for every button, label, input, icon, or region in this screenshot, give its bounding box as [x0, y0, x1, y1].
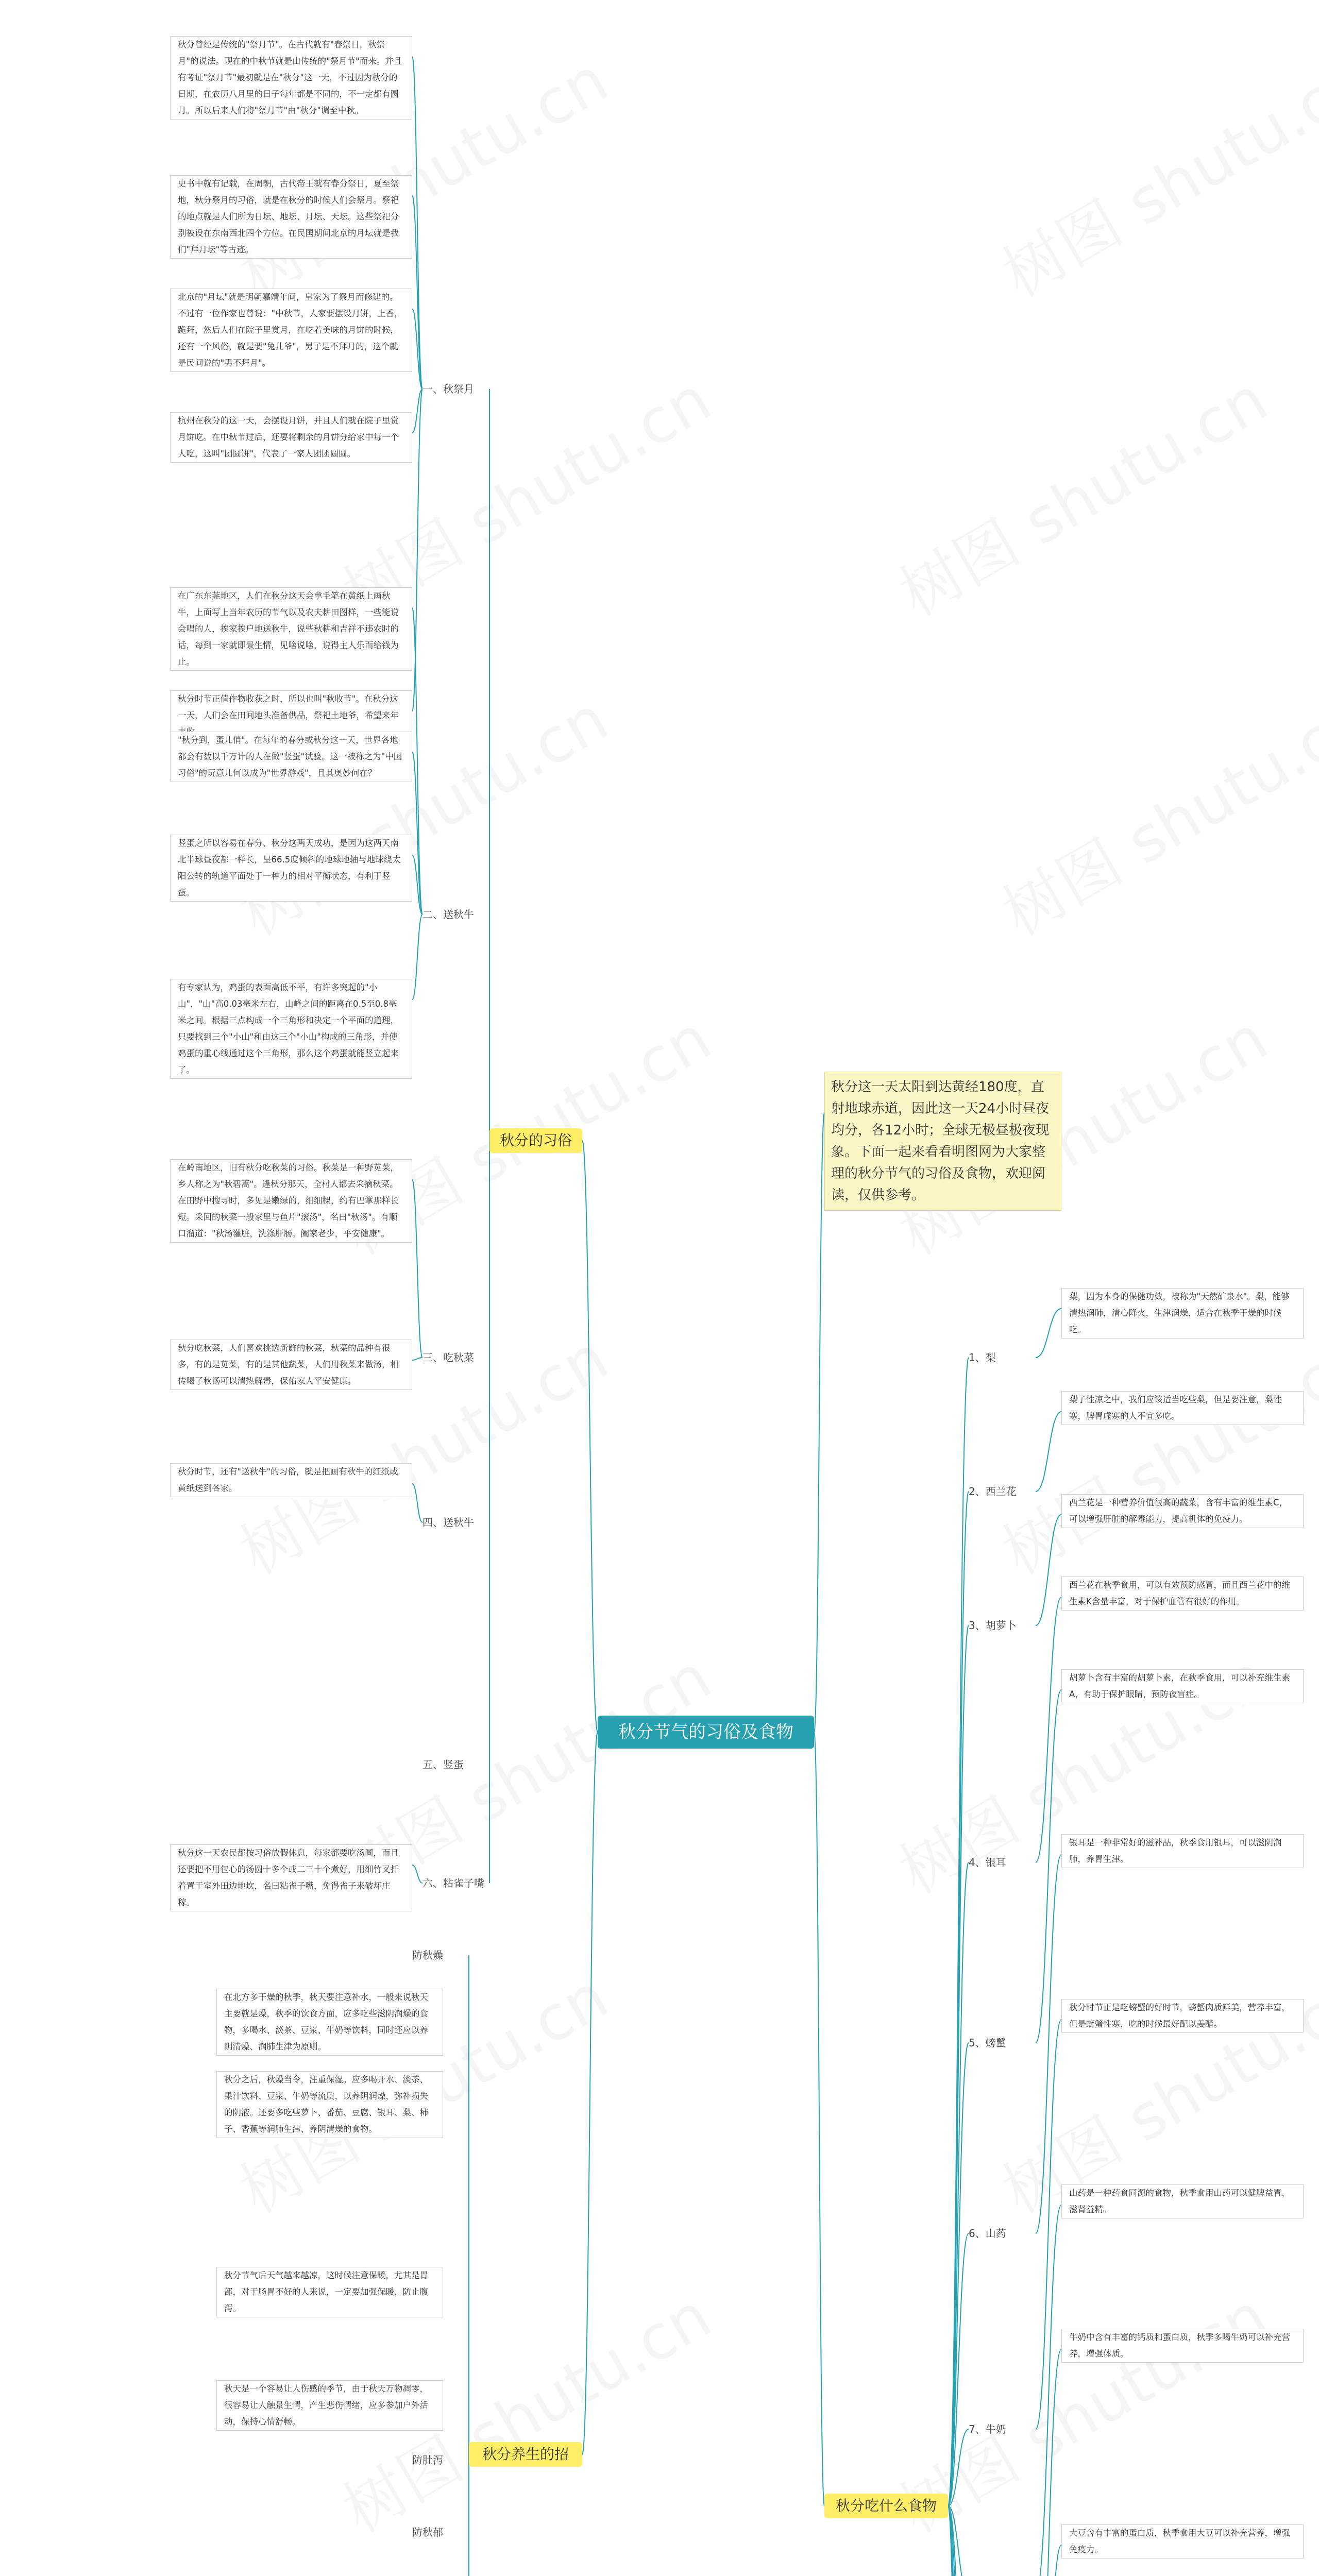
food-note: 牛奶中含有丰富的钙质和蛋白质，秋季多喝牛奶可以补充营养，增强体质。	[1061, 2329, 1304, 2363]
custom-note: "秋分到，蛋儿俏"。在每年的春分或秋分这一天，世界各地都会有数以千万计的人在做"竖蛋"试验。这一被称之为"中国习俗"的玩意儿何以成为"世界游戏"，且其奥妙何在？	[170, 732, 412, 782]
branch-health[interactable]: 秋分养生的招	[469, 2442, 582, 2467]
branch-customs[interactable]: 秋分的习俗	[489, 1128, 582, 1153]
connector	[412, 1865, 422, 1883]
health-sub-0[interactable]: 防秋燥	[412, 1949, 443, 1961]
connector	[1036, 1855, 1061, 2233]
food-note: 西兰花在秋季食用，可以有效预防感冒，而且西兰花中的维生素K含量丰富，对于保护血管有很好的作用。	[1061, 1577, 1304, 1611]
connector	[1036, 1412, 1061, 1492]
custom-note: 秋分曾经是传统的"祭月节"。在古代就有"春祭日，秋祭月"的说法。现在的中秋节就是由传统的"祭月节"而来。并且有考证"祭月节"最初就是在"秋分"这一天，不过因为秋分的日期，在农历八月里的日子每年都是不同的，不一定都有圆月。所以后来人们将"祭月节"由"秋分"调至中秋。	[170, 36, 412, 120]
custom-sub-3[interactable]: 四、送秋牛	[422, 1516, 474, 1529]
food-sub-5[interactable]: 6、山药	[969, 2227, 1006, 2240]
connector	[412, 1484, 422, 1522]
connector	[1036, 2020, 1061, 2429]
food-sub-4[interactable]: 5、螃蟹	[969, 2037, 1006, 2049]
custom-note: 秋分吃秋菜，人们喜欢挑选新鲜的秋菜，秋菜的品种有很多，有的是苋菜，有的是其他蔬菜，人们用秋菜来做汤，相传喝了秋汤可以清热解毒，保佑家人平安健康。	[170, 1340, 412, 1390]
custom-note: 秋分时节正值作物收获之时，所以也叫"秋收节"。在秋分这一天，人们会在田间地头准备供品，祭祀土地爷，希望来年	[170, 690, 412, 741]
connector	[412, 389, 422, 711]
custom-sub-4[interactable]: 五、竖蛋	[422, 1758, 464, 1771]
health-note: 在北方多干燥的秋季，秋天要注意补水，一般来说秋天主要就是燥，秋季的饮食方面，应多吃些滋阴润燥的食物，多喝水、淡茶、豆浆、牛奶等饮料，同时还应以养阴清燥、润肺生津为原则。	[216, 1989, 443, 2056]
connector	[582, 1141, 598, 1732]
custom-note: 北京的"月坛"就是明朝嘉靖年间，皇家为了祭月而修建的。不过有一位作家也曾说："中秋节，人家要摆设月饼，上香，跪拜，然后人们在院子里赏月，在吃着美味的月饼的时候，还有一个风俗，就是要"兔儿爷"，男子是不拜月的，这个就是民间说的"男不拜月"。	[170, 289, 412, 372]
custom-sub-0[interactable]: 一、秋祭月	[422, 383, 474, 395]
custom-note: 秋分这一天农民都按习俗放假休息，每家都要吃汤圆，而且还要把不用包心的汤圆十多个或二三十个煮好，用细竹叉扦着置于室外田边地坎，名曰粘雀子嘴，免得雀子来破坏庄稼。	[170, 1844, 412, 1911]
custom-note: 有专家认为，鸡蛋的表面高低不平，有许多突起的"小山"，"山"高0.03毫米左右，山峰之间的距离在0.5至0.8毫米之间。根据三点构成一个三角形和决定一个平面的道理，只要找到三个"小山"和由这三个"小山"构成的三角形，并使鸡蛋的重心线通过这个三角形，那么这个鸡蛋就能竖立起来了。	[170, 979, 412, 1079]
connector	[582, 1732, 598, 2454]
connector	[814, 1732, 824, 2506]
connector	[1036, 1597, 1061, 1862]
custom-note: 杭州在秋分的这一天，会摆设月饼，并且人们就在院子里赏月饼吃。在中秋节过后，还要将剩余的月饼分给家中每一个人吃，这叫"团圆饼"，代表了一家人团团圆圆。	[170, 412, 412, 463]
branch-food[interactable]: 秋分吃什么食物	[824, 2494, 948, 2518]
lead-note: 秋分这一天太阳到达黄经180度，直射地球赤道，因此这一天24小时昼夜均分，各12小时；全球无极昼极夜现象。下面一起来看看明图网为大家整理的秋分节气的习俗及食物，欢迎阅读，仅供参考。	[824, 1072, 1061, 1211]
connector	[948, 2043, 969, 2506]
food-note: 梨子性凉之中，我们应该适当吃些梨，但是要注意，梨性寒，脾胃虚寒的人不宜多吃。	[1061, 1391, 1304, 1425]
food-sub-1[interactable]: 2、西兰花	[969, 1485, 1017, 1498]
custom-note: 史书中就有记载，在周朝，古代帝王就有春分祭日，夏至祭地，秋分祭月的习俗，就是在秋分的时候人们会祭月。祭祀的地点就是人们所为日坛、地坛、月坛、天坛。这些祭祀分别被设在东南西北四个方位。在民国期间北京的月坛就是我们"拜月坛"等古迹。	[170, 175, 412, 259]
connector	[814, 1113, 824, 1732]
connector	[412, 1358, 422, 1360]
health-note: 秋天是一个容易让人伤感的季节，由于秋天万物凋零，很容易让人触景生情，产生悲伤情绪，应多参加户外活动，保持心情舒畅。	[216, 2380, 443, 2431]
health-sub-2[interactable]: 防秋郁	[412, 2526, 443, 2538]
connector	[948, 1492, 969, 2506]
health-note: 秋分之后，秋燥当令，注重保湿。应多喝开水、淡茶、果汁饮料、豆浆、牛奶等流质，以养阴润燥，弥补损失的阴液。还要多吃些萝卜、番茄、豆腐、银耳、梨、柿子、香蕉等润肺生津、养阴清燥的食物。	[216, 2071, 443, 2138]
food-note: 银耳是一种非常好的滋补品，秋季食用银耳，可以滋阴润肺，养胃生津。	[1061, 1834, 1304, 1868]
custom-sub-5[interactable]: 六、粘雀子嘴	[422, 1877, 484, 1889]
custom-note: 在广东东莞地区，人们在秋分这天会拿毛笔在黄纸上画秋牛，上面写上当年农历的节气以及农夫耕田图样，一些能说会唱的人，挨家挨户地送秋牛，说些秋耕和吉祥不违农时的话，每到一家就即景生情，见啥说啥，说得主人乐而给钱为止。	[170, 587, 412, 671]
food-note: 西兰花是一种营养价值很高的蔬菜，含有丰富的维生素C，可以增强肝脏的解毒能力，提高机体的免疫力。	[1061, 1494, 1304, 1528]
custom-note: 竖蛋之所以容易在春分、秋分这两天成功，是因为这两天南北半球昼夜都一样长，呈66.5度倾斜的地球地轴与地球绕太阳公转的轨道平面处于一种力的相对平衡状态，有利于竖蛋。	[170, 835, 412, 902]
connector	[412, 57, 422, 389]
food-note: 胡萝卜含有丰富的胡萝卜素，在秋季食用，可以补充维生素A，有助于保护眼睛，预防夜盲症。	[1061, 1669, 1304, 1703]
connector	[1036, 2349, 1061, 2576]
food-sub-0[interactable]: 1、梨	[969, 1351, 996, 1364]
connector	[1036, 2205, 1061, 2576]
custom-note: 在岭南地区，旧有秋分吃秋菜的习俗。秋菜是一种野苋菜，乡人称之为"秋碧蒿"。逢秋分那天，全村人都去采摘秋菜。在田野中搜寻时，多见是嫩绿的，细细棵，约有巴掌那样长短。采回的秋菜一般家里与鱼片"滚汤"，名曰"秋汤"。有顺口溜道："秋汤灌脏，洗涤肝肠。阖家老少，平安健康"。	[170, 1159, 412, 1243]
food-note: 大豆含有丰富的蛋白质，秋季食用大豆可以补充营养，增强免疫力。	[1061, 2524, 1304, 2558]
food-note: 梨，因为本身的保健功效，被称为"天然矿泉水"。梨，能够清热润肺，清心降火，生津润燥，适合在秋季干燥的时候吃。	[1061, 1288, 1304, 1338]
custom-sub-1[interactable]: 二、送秋牛	[422, 908, 474, 921]
connector	[412, 1180, 422, 1358]
custom-sub-2[interactable]: 三、吃秋菜	[422, 1351, 474, 1364]
connector	[412, 914, 422, 999]
health-note: 秋分节气后天气越来越凉，这时候注意保暖，尤其是胃部，对于肠胃不好的人来说，一定要加强保暖，防止腹泻。	[216, 2267, 443, 2317]
food-note: 秋分时节正是吃螃蟹的好时节，螃蟹肉质鲜美，营养丰富，但是螃蟹性寒，吃的时候最好配以姜醋。	[1061, 1999, 1304, 2033]
connector	[1036, 1309, 1061, 1358]
food-sub-6[interactable]: 7、牛奶	[969, 2423, 1006, 2435]
custom-note: 秋分时节，还有"送秋牛"的习俗，就是把画有秋牛的红纸或黄纸送到各家。	[170, 1463, 412, 1497]
food-sub-2[interactable]: 3、胡萝卜	[969, 1619, 1017, 1632]
root-node[interactable]: 秋分节气的习俗及食物	[598, 1716, 814, 1749]
food-note: 山药是一种药食同源的食物，秋季食用山药可以健脾益胃，滋肾益精。	[1061, 2184, 1304, 2218]
food-sub-3[interactable]: 4、银耳	[969, 1856, 1006, 1869]
health-sub-1[interactable]: 防肚泻	[412, 2454, 443, 2466]
connector	[412, 389, 422, 433]
